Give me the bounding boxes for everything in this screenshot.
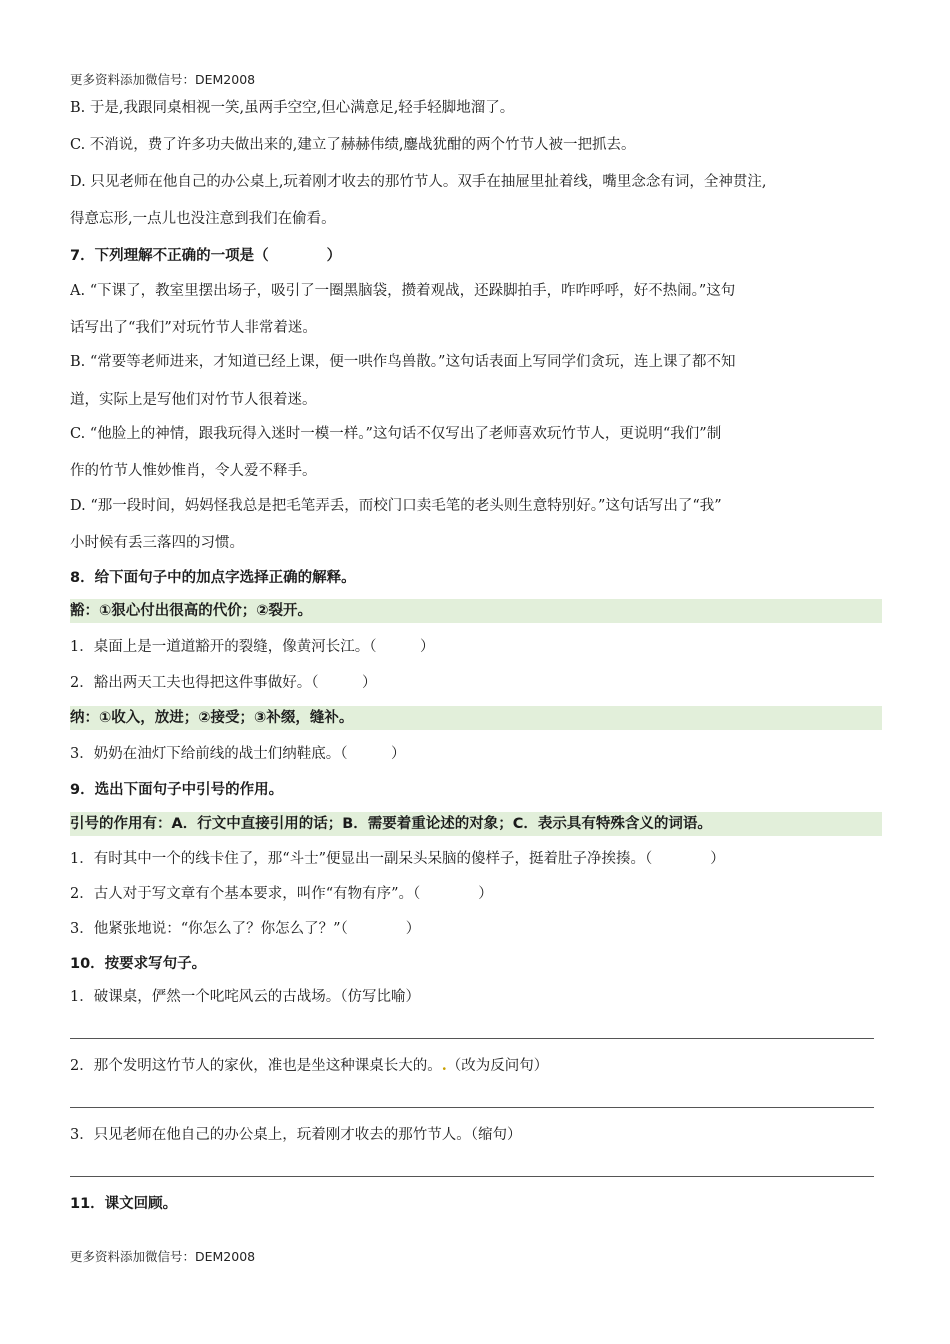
q8-sentence-2: 2．豁出两天工夫也得把这件事做好。（ ） [70,675,377,691]
q7-option-a-line2: 话写出了“我们”对玩竹节人非常着迷。 [70,320,317,336]
emphasis-dot-mark: . [441,1057,447,1074]
q7-option-c-line2: 作的竹节人惟妙惟肖，令人爱不释手。 [70,463,317,479]
q11-title: 11．课文回顾。 [70,1196,178,1212]
q10-answer-line-3[interactable] [70,1176,874,1177]
q10-sentence-2-text: 2．那个发明这竹节人的家伙，准也是坐这种课桌长大的。 [70,1058,442,1074]
q6-option-b: B. 于是,我跟同桌相视一笑,虽两手空空,但心满意足,轻手轻脚地溜了。 [70,100,515,116]
q7-option-d-line2: 小时候有丢三落四的习惯。 [70,535,244,551]
q10-sentence-1: 1．破课桌，俨然一个叱咤风云的古战场。（仿写比喻） [70,989,420,1005]
q10-sentence-2 [70,1056,882,1076]
q10-answer-line-2[interactable] [70,1107,874,1108]
q6-option-c: C. 不消说，费了许多功夫做出来的,建立了赫赫伟绩,鏖战犹酣的两个竹节人被一把抓去。 [70,137,636,153]
q10-sentence-2-requirement: （改为反问句） [446,1058,549,1074]
q7-option-b-line2: 道，实际上是写他们对竹节人很着迷。 [70,392,317,408]
q7-option-c-line1: C. “他脸上的神情，跟我玩得入迷时一模一样。”这句话不仅写出了老师喜欢玩竹节人，更说明“我们”制 [70,426,722,442]
q8-sentence-3: 3．奶奶在油灯下给前线的战士们纳鞋底。（ ） [70,746,406,762]
q7-option-b-line1: B. “常要等老师进来，才知道已经上课，便一哄作鸟兽散。”这句话表面上写同学们贪玩，连上课了都不知 [70,354,736,370]
q9-definition: 引号的作用有：A．行文中直接引用的话；B．需要着重论述的对象；C．表示具有特殊含义的词语。 [70,812,882,836]
q6-option-d-line1: D. 只见老师在他自己的办公桌上,玩着刚才收去的那竹节人。双手在抽屉里扯着线，嘴里念念有词，全神贯注, [70,174,767,190]
q9-title: 9．选出下面句子中引号的作用。 [70,782,284,798]
q6-option-d-line2: 得意忘形,一点儿也没注意到我们在偷看。 [70,211,336,227]
footer-note: 更多资料添加微信号：DEM2008 [70,1249,256,1264]
q9-sentence-3: 3．他紧张地说：“你怎么了？你怎么了？”（ ） [70,921,421,937]
q8-title: 8．给下面句子中的加点字选择正确的解释。 [70,570,356,586]
q10-title: 10．按要求写句子。 [70,956,207,972]
q8-definition-na: 纳：①收入，放进；②接受；③补缀，缝补。 [70,706,882,730]
q8-sentence-1: 1．桌面上是一道道豁开的裂缝，像黄河长江。（ ） [70,639,435,655]
q10-answer-line-1[interactable] [70,1038,874,1039]
q9-sentence-1: 1．有时其中一个的线卡住了，那“斗士”便显出一副呆头呆脑的傻样子，挺着肚子净挨揍。（ ） [70,851,725,867]
document-page [70,0,882,1344]
q9-sentence-2: 2．古人对于写文章有个基本要求，叫作“有物有序”。（ ） [70,886,493,902]
q7-option-a-line1: A. “下课了，教室里摆出场子，吸引了一圈黑脑袋，攒着观战，还跺脚拍手，咋咋呼呼，好不热闹。”这句 [70,283,736,299]
header-note: 更多资料添加微信号：DEM2008 [70,72,256,87]
q10-sentence-3: 3．只见老师在他自己的办公桌上，玩着刚才收去的那竹节人。（缩句） [70,1127,522,1143]
q7-option-d-line1: D. “那一段时间，妈妈怪我总是把毛笔弄丢，而校门口卖毛笔的老头则生意特别好。”这句话写出了“我” [70,498,722,514]
q8-definition-huo: 豁：①狠心付出很高的代价；②裂开。 [70,599,882,623]
q7-title: 7．下列理解不正确的一项是（ ） [70,248,342,264]
